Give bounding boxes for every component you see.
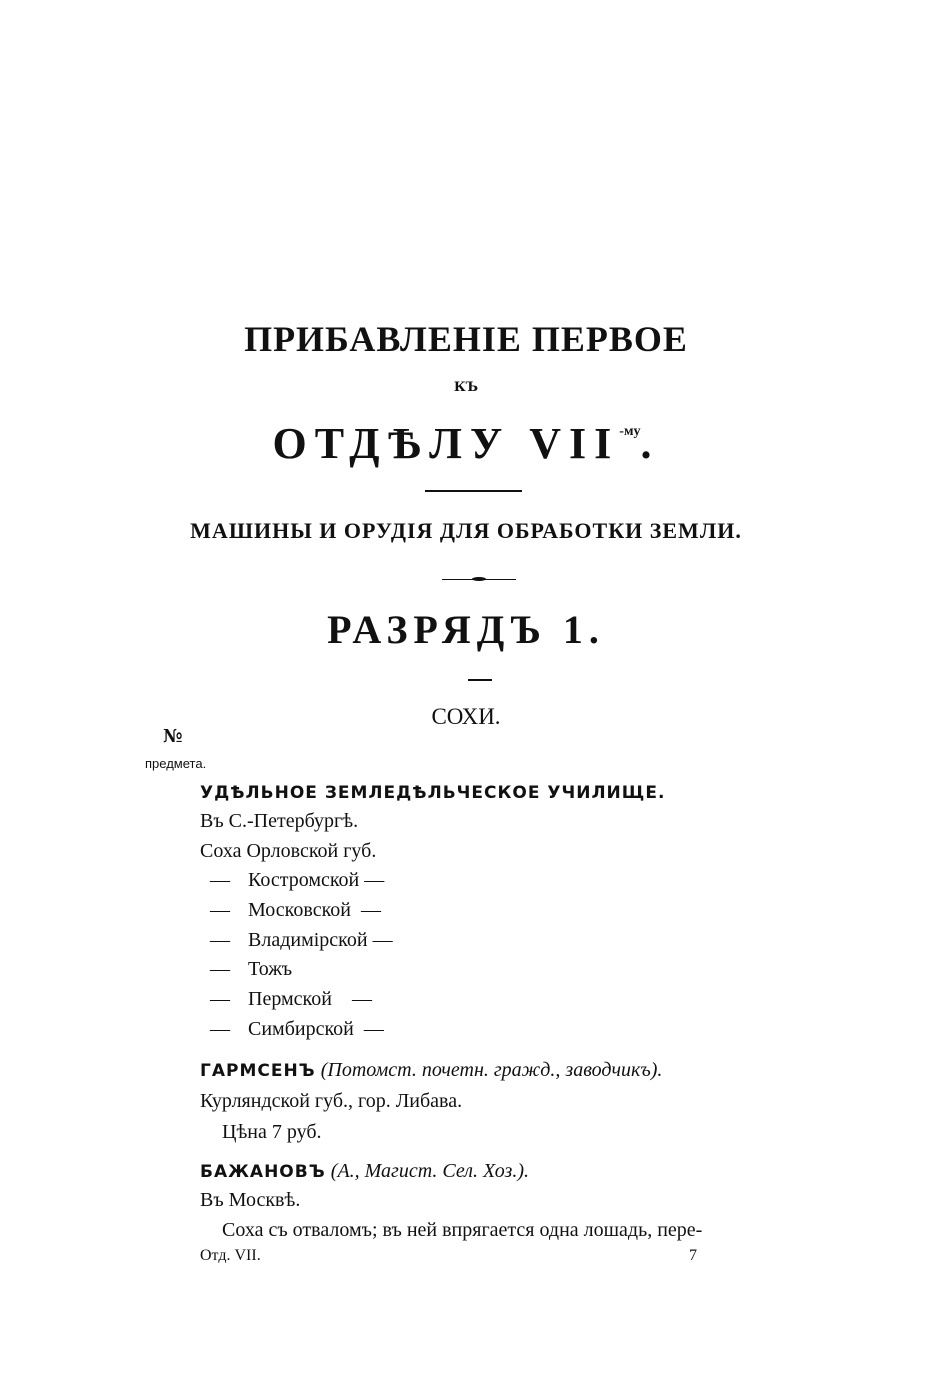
signature-mark: Отд. VII. [200,1247,261,1264]
item-line [210,929,393,952]
divider-rule [425,490,522,492]
dash-mark: — [210,988,230,1010]
dash-mark: — [364,869,385,891]
item-line [210,1018,384,1041]
connector-word: КЪ [453,380,479,395]
dash-mark: — [210,1018,230,1040]
description-text: Соха съ отваломъ; въ ней впрягается одна лошадь, пере- [222,1219,703,1241]
dash-mark: — [210,929,230,951]
item-line [210,958,292,981]
price-line: Цѣна 7 руб. [222,1121,322,1143]
page-number: 7 [689,1247,697,1264]
number-sign: № [163,726,183,747]
item-line [210,899,381,922]
short-dash [468,679,492,681]
exhibitor-heading-2 [200,1059,662,1082]
item-name: Московской [248,899,351,921]
exhibitor-place-3: Въ Москвѣ. [200,1189,301,1211]
section-title-end: . [640,419,660,468]
item-name: Тожъ [248,958,293,980]
exhibitor-name: БАЖАНОВЪ [200,1162,326,1182]
exhibitor-description: (А., Магист. Сел. Хоз.). [330,1160,530,1182]
section-title-text: ОТДѢЛУ VII [272,419,620,468]
number-label: предмета. [145,756,207,771]
section-title [0,418,932,469]
item-line: Соха Орловской губ. [200,840,377,862]
dash-mark: — [351,988,372,1010]
item-name: Костромской [248,869,360,891]
exhibitor-heading-3 [200,1160,529,1183]
item-name: Пермской [248,988,332,1010]
category-name: СОХИ. [431,704,501,729]
item-line [210,869,384,892]
exhibitor-place-2: Курляндской губ., гор. Либава. [200,1090,463,1112]
subtitle: МАШИНЫ И ОРУДІЯ ДЛЯ ОБРАБОТКИ ЗЕМЛИ. [190,518,742,543]
dash-mark: — [363,1018,384,1040]
dash-mark: — [210,958,230,980]
dash-mark: — [210,899,230,921]
item-name: Симбирской [248,1018,354,1040]
exhibitor-place-1: Въ С.-Петербургѣ. [200,810,359,832]
item-line [210,988,372,1011]
ornament-rule [442,577,516,583]
exhibitor-heading-1: УДѢЛЬНОЕ ЗЕМЛЕДѢЛЬЧЕСКОЕ УЧИЛИЩЕ. [200,783,666,803]
category-title: РАЗРЯДЪ 1. [327,607,605,652]
dash-mark: — [360,899,381,921]
dash-mark: — [210,869,230,891]
section-title-suffix: -му [619,424,641,439]
item-name: Владимірской [248,929,368,951]
dash-mark: — [372,929,393,951]
exhibitor-name: ГАРМСЕНЪ [200,1061,316,1081]
appendix-title: ПРИБАВЛЕНІЕ ПЕРВОЕ [244,319,688,359]
exhibitor-description: (Потомст. почетн. гражд., заводчикъ). [320,1059,663,1081]
